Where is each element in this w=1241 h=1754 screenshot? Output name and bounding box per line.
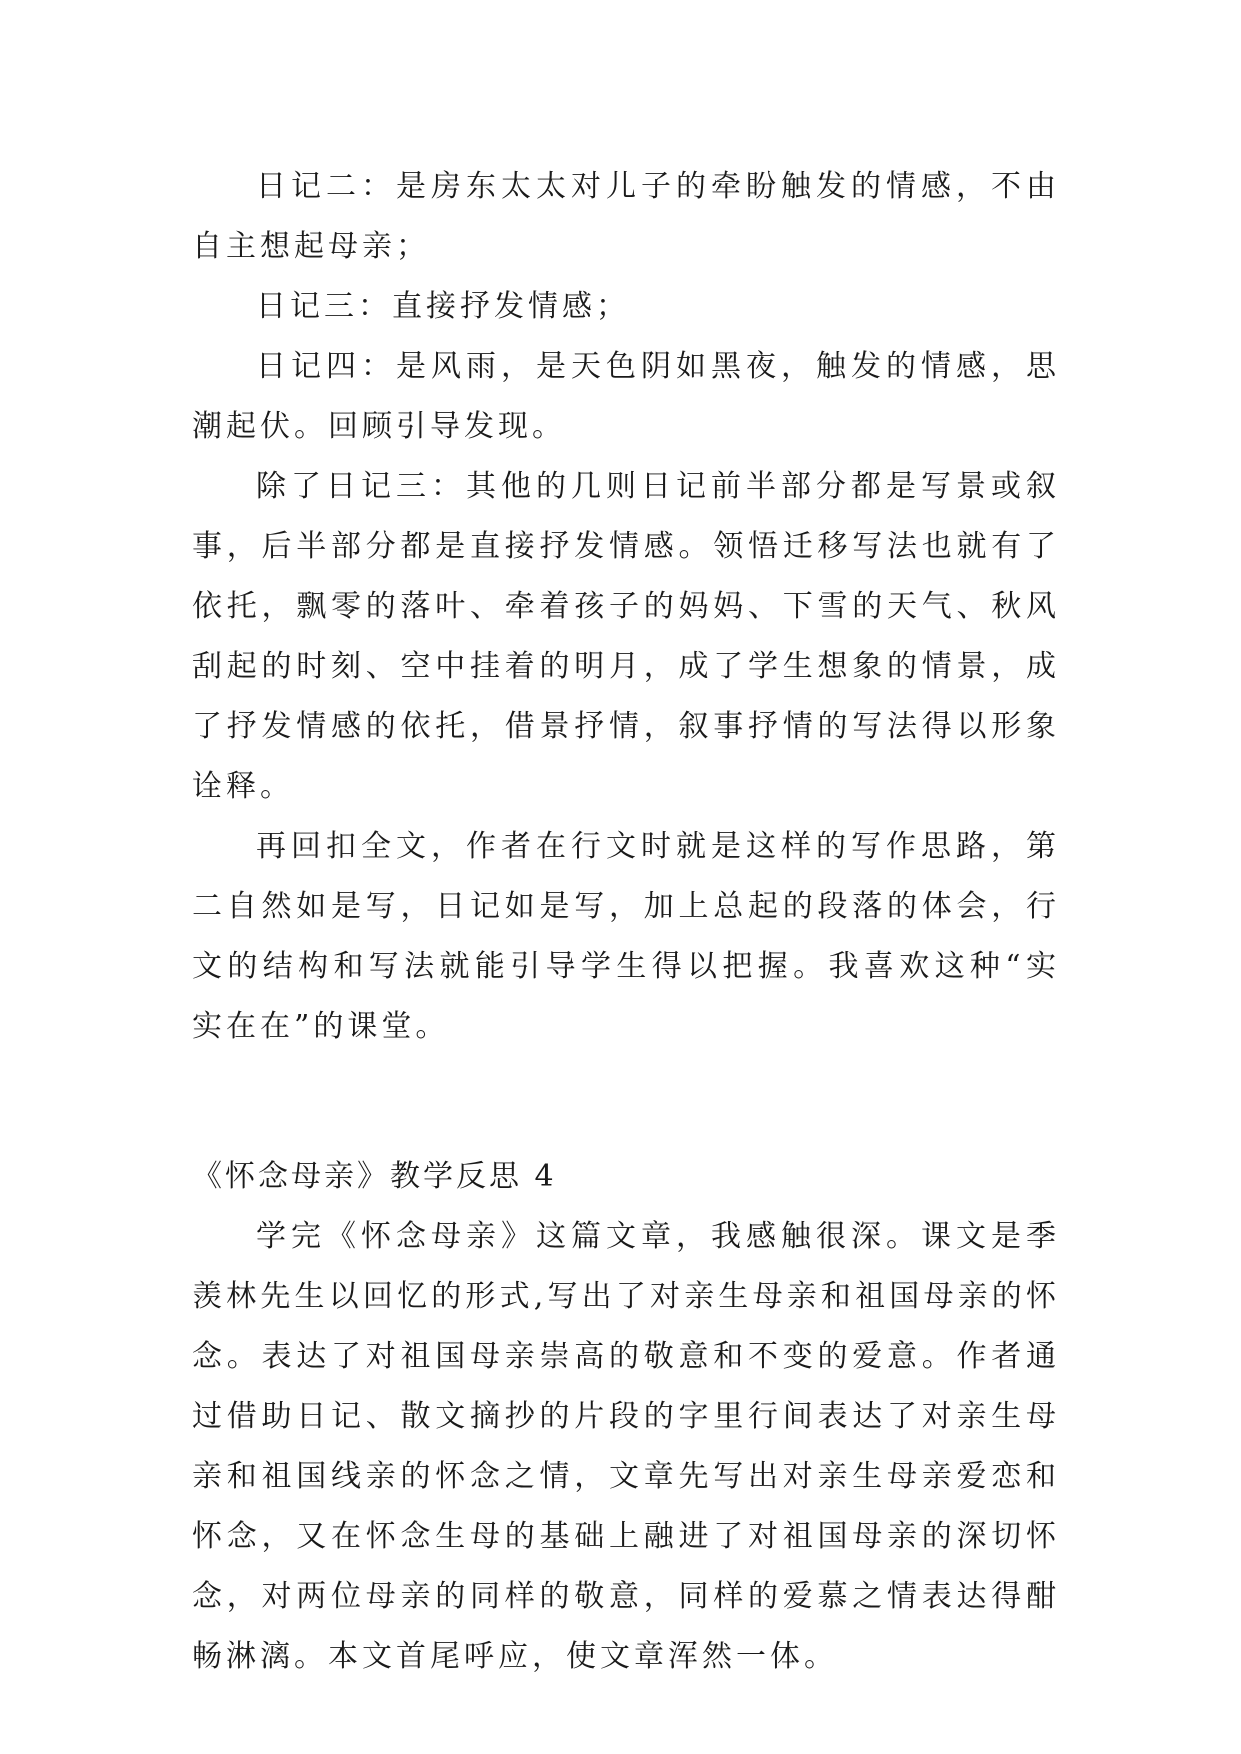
- paragraph-conclusion: 再回扣全文，作者在行文时就是这样的写作思路，第二自然如是写，日记如是写，加上总起的段落的体会，行文的结构和写法就能引导学生得以把握。我喜欢这种“实实在在”的课堂。: [192, 829, 1060, 1044]
- section-title: 《怀念母亲》教学反思 4: [192, 1159, 557, 1194]
- paragraph-diary-three: 日记三：直接抒发情感；: [256, 289, 630, 324]
- paragraph-diary-four: 日记四：是风雨，是天色阴如黑夜，触发的情感，思潮起伏。回顾引导发现。: [192, 349, 1060, 444]
- paragraph-diary-two: 日记二：是房东太太对儿子的牵盼触发的情感，不由自主想起母亲；: [192, 169, 1060, 264]
- document-body: [192, 157, 1060, 1687]
- section-gap: [192, 1057, 1060, 1147]
- paragraph-summary: 除了日记三：其他的几则日记前半部分都是写景或叙事，后半部分都是直接抒发情感。领悟迁移写法也就有了依托，飘零的落叶、牵着孩子的妈妈、下雪的天气、秋风刮起的时刻、空中挂着的明月，成了学生想象的情景，成了抒发情感的依托，借景抒情，叙事抒情的写法得以形象诠释。: [192, 469, 1060, 804]
- paragraph-reflection: 学完《怀念母亲》这篇文章，我感触很深。课文是季羡林先生以回忆的形式,写出了对亲生母亲和祖国母亲的怀念。表达了对祖国母亲崇高的敬意和不变的爱意。作者通过借助日记、散文摘抄的片段的字里行间表达了对亲生母亲和祖国线亲的怀念之情，文章先写出对亲生母亲爱恋和怀念，又在怀念生母的基础上融进了对祖国母亲的深切怀念，对两位母亲的同样的敬意，同样的爱慕之情表达得酣畅淋漓。本文首尾呼应，使文章浑然一体。: [192, 1219, 1060, 1674]
